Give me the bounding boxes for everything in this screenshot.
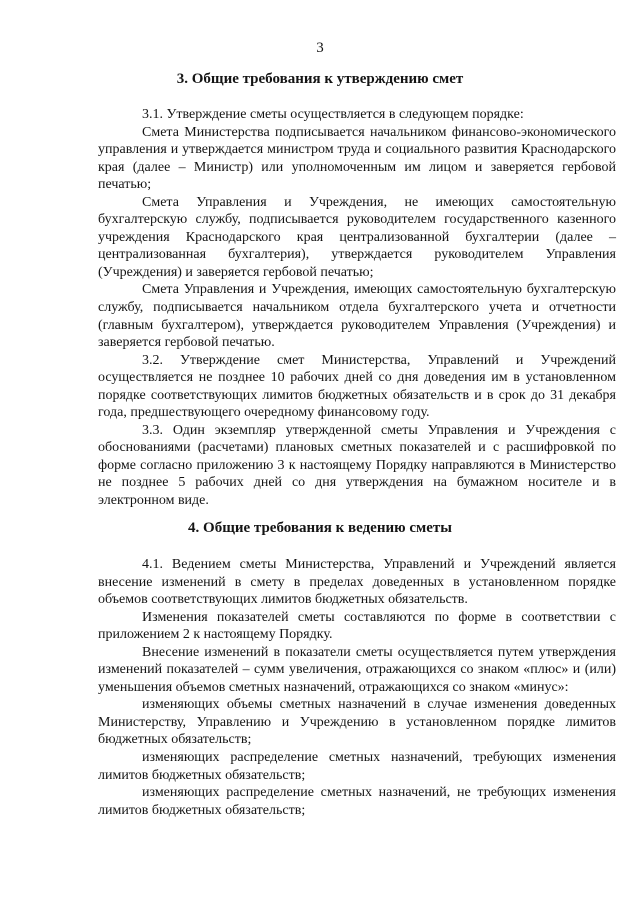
paragraph-own-accounting-service: Смета Управления и Учреждения, имеющих самостоятельную бухгалтерскую службу, подписывается начальником отдела бухгалтерского учета и отчетности (главным бухгалтером), утверждается руководителем Управления (Учреждения) и заверяется гербовой печатью. xyxy=(98,282,616,351)
paragraph-ministry-estimate: Смета Министерства подписывается начальником финансово-экономического управления и утверждается министром труда и социального развития Краснодарского края (далее – Министр) или уполномоченным им лицом и заверяется гербовой печатью; xyxy=(98,124,616,193)
paragraph-change-distribution-not-requiring: изменяющих распределение сметных назначений, не требующих изменения лимитов бюджетных обязательств; xyxy=(98,785,616,818)
paragraph-3-3: 3.3. Один экземпляр утвержденной сметы Управления и Учреждения с обоснованиями (расчетами) плановых сметных показателей и с расшифровкой по форме согласно приложению 3 к настоящему Порядку направляются в Министерство не позднее 5 рабочих дней со дня утверждения на бумажном носителе и в электронном виде. xyxy=(98,422,616,509)
section-4-body xyxy=(98,556,616,819)
paragraph-change-distribution-requiring: изменяющих распределение сметных назначений, требующих изменения лимитов бюджетных обязательств; xyxy=(98,750,616,783)
paragraph-changes-procedure: Внесение изменений в показатели сметы осуществляется путем утверждения изменений показателей – сумм увеличения, отражающихся со знаком «плюс» и (или) уменьшения объемов сметных назначений, отражающихся со знаком «минус»: xyxy=(98,644,616,695)
section-3-heading: 3. Общие требования к утверждению смет xyxy=(176,71,464,87)
paragraph-3-1: 3.1. Утверждение сметы осуществляется в следующем порядке: xyxy=(142,107,524,122)
paragraph-3-2: 3.2. Утверждение смет Министерства, Управлений и Учреждений осуществляется не позднее 10 рабочих дней со дня доведения им в установленном порядке соответствующих лимитов бюджетных обязательств и в срок до 31 декабря года, предшествующего очередному финансовому году. xyxy=(98,352,616,421)
paragraph-change-volumes: изменяющих объемы сметных назначений в случае изменения доведенных Министерству, Управлению и Учреждению в установленном порядке лимитов бюджетных обязательств; xyxy=(98,697,616,748)
section-3-body xyxy=(98,106,616,510)
section-4-heading: 4. Общие требования к ведению сметы xyxy=(188,520,452,536)
paragraph-no-accounting-service: Смета Управления и Учреждения, не имеющих самостоятельную бухгалтерскую службу, подписывается руководителем государственного казенного учреждения Краснодарского края централизованной бухгалтерии (далее – централизованная бухгалтерия), утверждается руководителем Управления (Учреждения) и заверяется гербовой печатью; xyxy=(98,194,616,280)
paragraph-4-1: 4.1. Ведением сметы Министерства, Управлений и Учреждений является внесение изменений в смету в пределах доведенных в установленном порядке объемов соответствующих лимитов бюджетных обязательств. xyxy=(98,557,616,608)
page-number: 3 xyxy=(316,40,324,56)
paragraph-changes-form: Изменения показателей сметы составляются по форме в соответствии с приложением 2 к настоящему Порядку. xyxy=(98,609,616,643)
